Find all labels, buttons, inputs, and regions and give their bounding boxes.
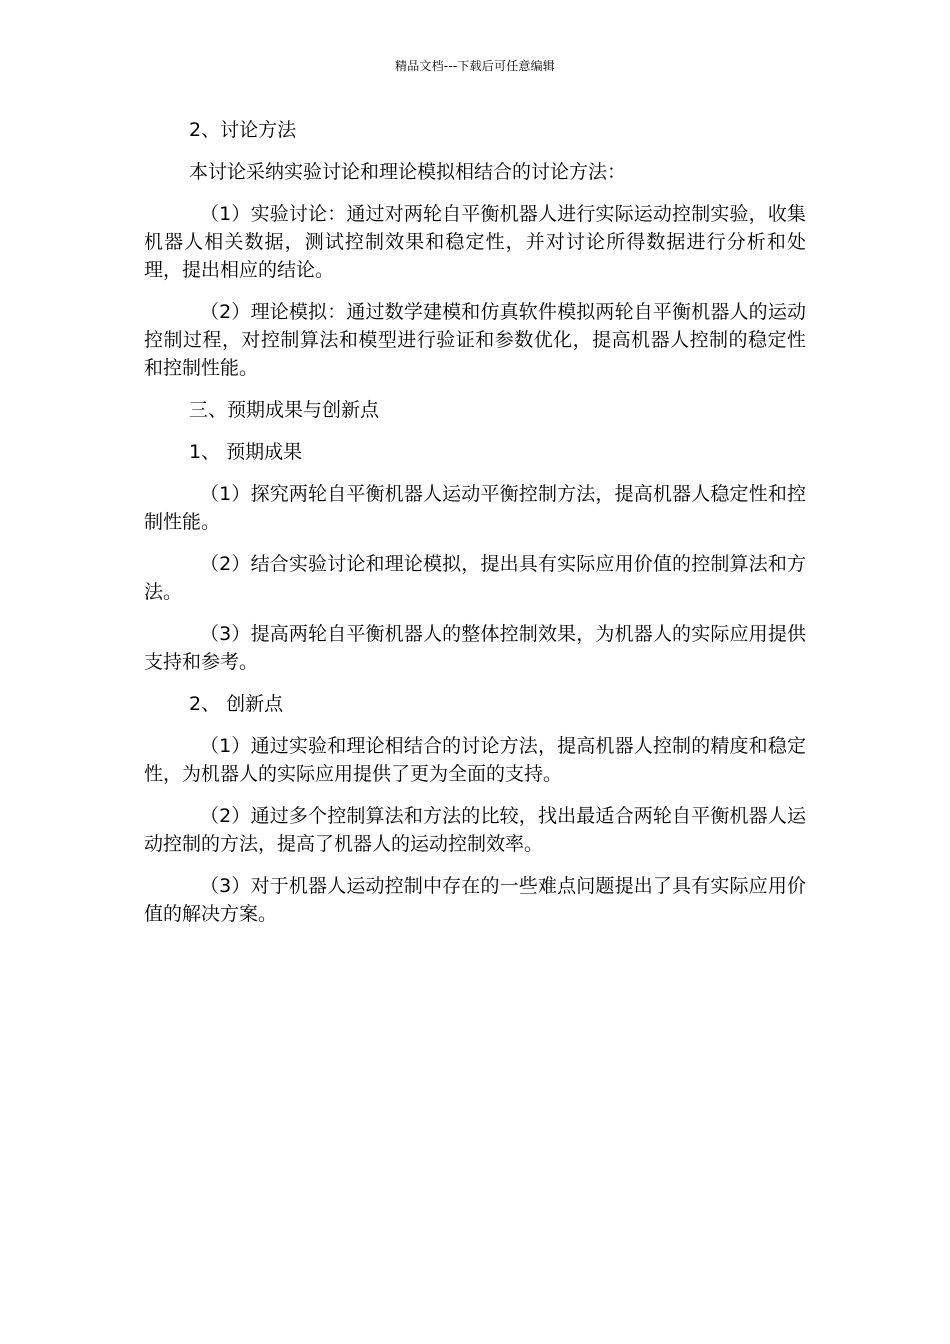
document-body: [144, 116, 806, 942]
subheading-innovations: 2、 创新点: [189, 693, 284, 715]
outcome-item-2: （2）结合实验讨论和理论模拟，提出具有实际应用价值的控制算法和方法。: [144, 553, 806, 603]
subheading-expected-outcomes: 1、 预期成果: [189, 441, 303, 463]
innovation-item-2: （2）通过多个控制算法和方法的比较，找出最适合两轮自平衡机器人运动控制的方法，提高了机器人的运动控制效率。: [144, 805, 806, 855]
outcome-item-3: （3）提高两轮自平衡机器人的整体控制效果，为机器人的实际应用提供支持和参考。: [144, 623, 806, 673]
section-heading-research-method: 2、讨论方法: [189, 119, 297, 141]
experiment-paragraph: （1）实验讨论：通过对两轮自平衡机器人进行实际运动控制实验，收集机器人相关数据，测试控制效果和稳定性，并对讨论所得数据进行分析和处理，提出相应的结论。: [144, 203, 806, 281]
method-intro-paragraph: 本讨论采纳实验讨论和理论模拟相结合的讨论方法：: [189, 161, 627, 183]
innovation-item-3: （3）对于机器人运动控制中存在的一些难点问题提出了具有实际应用价值的解决方案。: [144, 875, 806, 925]
outcome-item-1: （1）探究两轮自平衡机器人运动平衡控制方法，提高机器人稳定性和控制性能。: [144, 483, 806, 533]
section-heading-outcomes-innovations: 三、预期成果与创新点: [189, 399, 380, 421]
page-header: 精品文档---下载后可任意编辑: [395, 59, 555, 73]
simulation-paragraph: （2）理论模拟：通过数学建模和仿真软件模拟两轮自平衡机器人的运动控制过程，对控制算法和模型进行验证和参数优化，提高机器人控制的稳定性和控制性能。: [144, 301, 806, 379]
innovation-item-1: （1）通过实验和理论相结合的讨论方法，提高机器人控制的精度和稳定性，为机器人的实际应用提供了更为全面的支持。: [144, 735, 806, 785]
